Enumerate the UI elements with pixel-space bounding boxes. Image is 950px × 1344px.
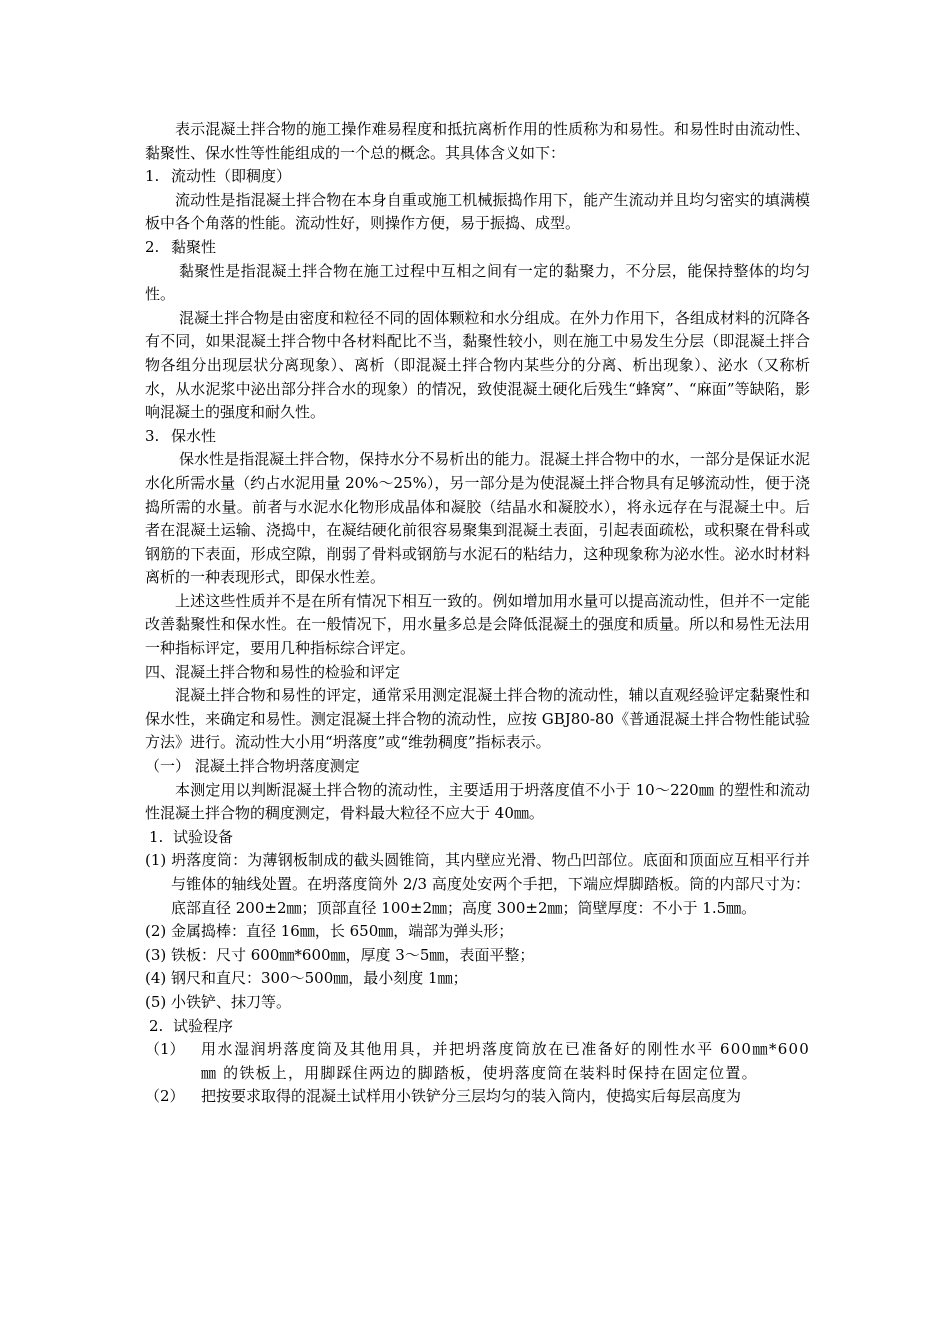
section-heading-water-retention [145, 425, 810, 449]
procedure-number: 2. [149, 1016, 164, 1035]
equipment-item [145, 849, 810, 920]
equipment-item [145, 920, 810, 944]
item-text: 钢尺和直尺：300～500㎜，最小刻度 1㎜； [171, 969, 468, 988]
procedure-title: 试验程序 [173, 1016, 234, 1035]
item-text: 铁板：尺寸 600㎜*600㎜，厚度 3～5㎜，表面平整； [171, 945, 535, 964]
step-text: 把按要求取得的混凝土试样用小铁铲分三层均匀的装入筒内，使捣实后每层高度为 [201, 1087, 742, 1106]
step-number: （1） [145, 1040, 185, 1059]
item-number: (3) [145, 945, 167, 964]
intro-paragraph: 表示混凝土拌合物的施工操作难易程度和抵抗离析作用的性质称为和易性。和易性时由流动性、黏聚性、保水性等性能组成的一个总的概念。其具体含义如下： [145, 120, 810, 162]
equipment-item [145, 944, 810, 968]
section-heading-cohesion [145, 236, 810, 260]
workability-test-paragraph: 混凝土拌合物和易性的评定，通常采用测定混凝土拌合物的流动性，辅以直观经验评定黏聚性和保水性，来确定和易性。测定混凝土拌合物的流动性，应按 GBJ80-80《普通混凝土拌合物性能试验方法》进行。流动性大小用“坍落度”或“维勃稠度”指标表示。 [145, 686, 810, 752]
item-number: (1) [145, 851, 167, 870]
equipment-item [145, 967, 810, 991]
procedure-step [145, 1085, 810, 1109]
step-text: 用水湿润坍落度筒及其他用具，并把坍落度筒放在已准备好的刚性水平 600㎜*600㎜ 的铁板上，用脚踩住两边的脚踏板，使坍落度筒在装料时保持在固定位置。 [201, 1040, 810, 1082]
slump-paragraph: 本测定用以判断混凝土拌合物的流动性，主要适用于坍落度值不小于 10～220㎜ 的塑性和流动性混凝土拌合物的稠度测定，骨料最大粒径不应大于 40㎜。 [145, 780, 810, 823]
subsection-heading-slump: （一） 混凝土拌合物坍落度测定 [145, 757, 360, 776]
section-title: 流动性（即稠度） [171, 167, 292, 186]
item-number: (2) [145, 922, 167, 941]
equipment-item [145, 991, 810, 1015]
section-title: 黏聚性 [171, 237, 217, 256]
equipment-heading [145, 826, 810, 850]
item-number: (5) [145, 992, 167, 1011]
item-text: 金属捣棒：直径 16㎜，长 650㎜，端部为弹头形； [171, 922, 514, 941]
section-number: 2. [145, 237, 160, 256]
section-title: 保水性 [171, 426, 217, 445]
cohesion-paragraph-1: 黏聚性是指混凝土拌合物在施工过程中互相之间有一定的黏聚力，不分层，能保持整体的均匀性。 [145, 261, 810, 304]
section-heading-flowability [145, 165, 810, 189]
section-number: 1. [145, 167, 160, 186]
flowability-paragraph: 流动性是指混凝土拌合物在本身自重或施工机械振捣作用下，能产生流动并且均匀密实的填满模板中各个角落的性能。流动性好，则操作方便，易于振捣、成型。 [145, 190, 810, 233]
procedure-step [145, 1038, 810, 1085]
water-retention-paragraph-1: 保水性是指混凝土拌合物，保持水分不易析出的能力。混凝土拌合物中的水，一部分是保证水泥水化所需水量（约占水泥用量 20%～25%），另一部分是为使混凝土拌合物具有足够流动性，便于浇捣所需的水量。前者与水泥水化物形成晶体和凝胶（结晶水和凝胶水），将永远存在与混凝土中。后者在混凝土运输、浇捣中，在凝结硬化前很容易聚集到混凝土表面，引起表面疏松，或积聚在骨科或钢筋的下表面，形成空隙，削弱了骨料或钢筋与水泥石的粘结力，这种现象称为泌水性。泌水时材料离析的一种表现形式，即保水性差。 [145, 450, 810, 587]
equipment-number: 1. [149, 827, 164, 846]
procedure-heading [145, 1015, 810, 1039]
water-retention-paragraph-2: 上述这些性质并不是在所有情况下相互一致的。例如增加用水量可以提高流动性，但并不一定能改善黏聚性和保水性。在一般情况下，用水量多总是会降低混凝土的强度和质量。所以和易性无法用一种指标评定，要用几种指标综合评定。 [145, 591, 810, 658]
section-number: 3. [145, 426, 160, 445]
item-text: 坍落度筒：为薄钢板制成的截头圆锥筒，其内壁应光滑、物凸凹部位。底面和顶面应互相平行并与锥体的轴线处置。在坍落度筒外 2/3 高度处安两个手把，下端应焊脚踏板。筒的内部尺寸为：底部直径 200±2㎜；顶部直径 100±2㎜；高度 300±2㎜；筒壁厚度：不小于 1.5㎜。 [171, 851, 810, 917]
step-number: （2） [145, 1087, 185, 1106]
item-text: 小铁铲、抹刀等。 [171, 992, 292, 1011]
equipment-title: 试验设备 [173, 827, 234, 846]
item-number: (4) [145, 969, 167, 988]
cohesion-paragraph-2: 混凝土拌合物是由密度和粒径不同的固体颗粒和水分组成。在外力作用下，各组成材料的沉降各有不同，如果混凝土拌合物中各材料配比不当，黏聚性较小，则在施工中易发生分层（即混凝土拌合物各组分出现层状分离现象）、离析（即混凝土拌合物内某些分的分离、析出现象）、泌水（又称析水，从水泥浆中泌出部分拌合水的现象）的情况，致使混凝土硬化后残生“蜂窝”、“麻面”等缺陷，影响混凝土的强度和耐久性。 [145, 308, 810, 422]
section-heading-workability-test: 四、混凝土拌合物和易性的检验和评定 [145, 662, 401, 681]
document-body [145, 118, 810, 1109]
